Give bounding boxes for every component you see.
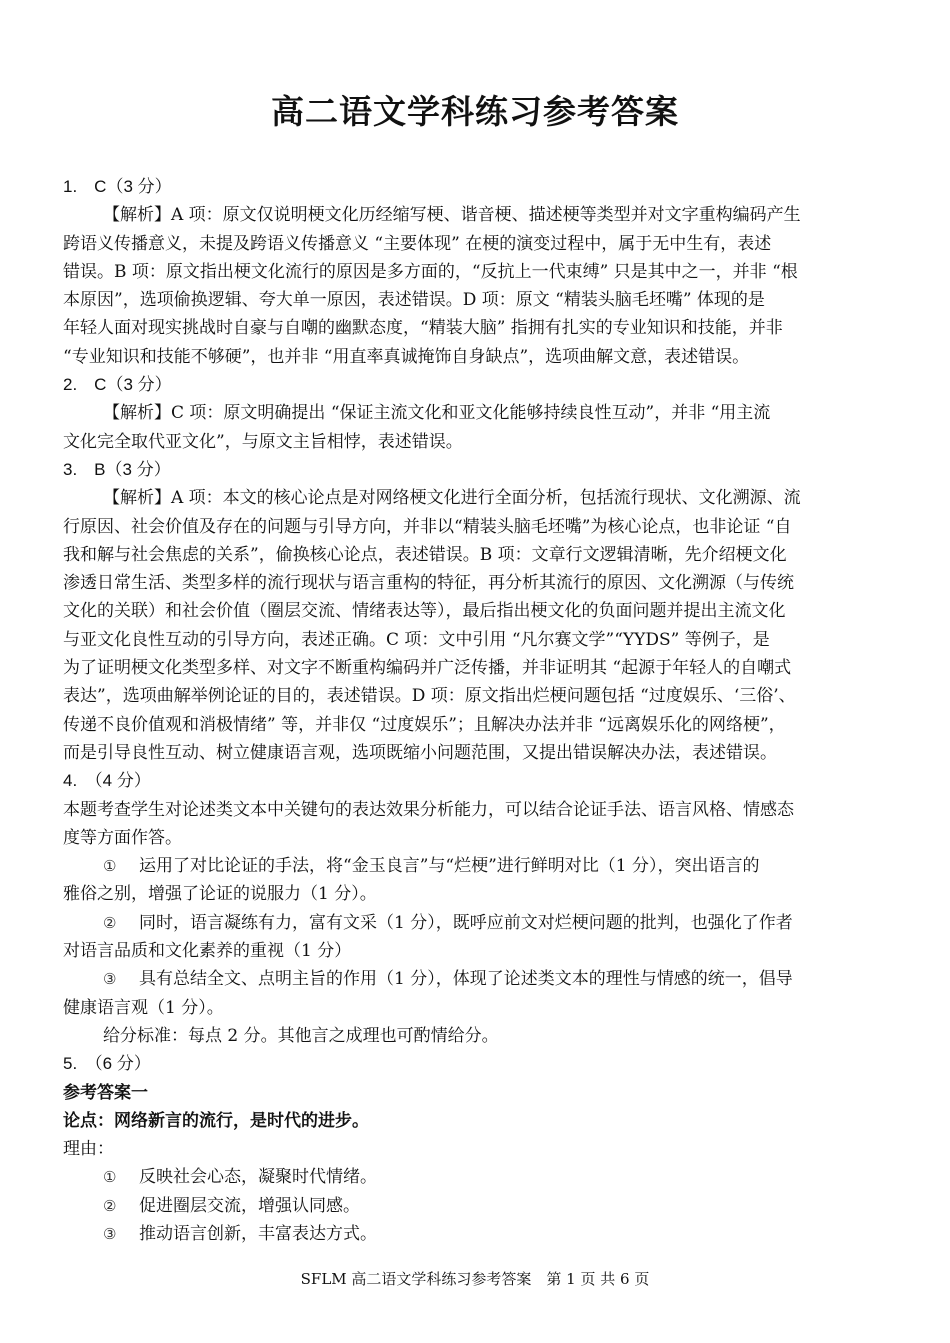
text-line — [63, 597, 889, 625]
text-line — [63, 513, 889, 541]
line-text: 2. C（3 分） — [63, 375, 172, 395]
line-text: 年轻人面对现实挑战时自豪与自嘲的幽默态度，“精装大脑” 指拥有扎实的专业知识和技能，并非 — [63, 318, 783, 339]
text-line — [63, 258, 889, 286]
item-number: ③ — [103, 970, 117, 989]
text-line — [63, 880, 889, 908]
line-text: 【解析】A 项：原文仅说明梗文化历经缩写梗、谐音梗、描述梗等类型并对文字重构编码产生 — [103, 205, 801, 226]
line-text: 1. C（3 分） — [63, 177, 172, 196]
text-line — [63, 1050, 889, 1078]
line-text: 为了证明梗文化类型多样、对文字不断重构编码并广泛传播，并非证明其 “起源于年轻人的自嘲式 — [63, 658, 792, 679]
text-line — [63, 230, 889, 258]
text-line — [63, 399, 889, 427]
item-number: ① — [103, 857, 117, 876]
line-text: 给分标准：每点 2 分。其他言之成理也可酌情给分。 — [103, 1025, 499, 1046]
line-text: 论点：网络新言的流行，是时代的进步。 — [63, 1110, 369, 1131]
text-line — [63, 1079, 889, 1107]
line-text: 4. （4 分） — [63, 771, 151, 791]
line-text: 健康语言观（1 分）。 — [63, 997, 224, 1018]
text-line — [63, 428, 889, 456]
text-line — [63, 173, 889, 201]
item-number: ② — [103, 1196, 117, 1215]
text-line — [63, 1135, 889, 1163]
text-line — [63, 711, 889, 739]
text-line — [63, 201, 889, 229]
line-text: 促进圈层交流，增强认同感。 — [139, 1195, 360, 1216]
line-text: 对语言品质和文化素养的重视（1 分） — [63, 941, 352, 962]
line-text: 参考答案一 — [63, 1082, 148, 1103]
line-text: 与亚文化良性互动的引导方向，表述正确。C 项：文中引用 “凡尔赛文学”“YYDS” 等例子，是 — [63, 629, 770, 650]
line-text: 渗透日常生活、类型多样的流行现状与语言重构的特征，再分析其流行的原因、文化溯源（与传统 — [63, 573, 794, 594]
text-line — [63, 1192, 889, 1220]
item-number: ③ — [103, 1224, 117, 1243]
line-text: 推动语言创新，丰富表达方式。 — [139, 1223, 377, 1244]
line-text: 本题考查学生对论述类文本中关键句的表达效果分析能力，可以结合论证手法、语言风格、情感态 — [63, 799, 794, 820]
text-line — [63, 1107, 889, 1135]
line-text: “专业知识和技能不够硬”，也并非 “用直率真诚掩饰自身缺点”，选项曲解文意，表述错误。 — [63, 346, 750, 367]
text-line — [63, 767, 889, 795]
line-text: 【解析】A 项：本文的核心论点是对网络梗文化进行全面分析，包括流行现状、文化溯源、流 — [103, 488, 801, 509]
line-text: 文化完全取代亚文化”，与原文主旨相悖，表述错误。 — [63, 431, 463, 452]
text-line — [63, 739, 889, 767]
text-line — [63, 343, 889, 371]
text-line — [63, 852, 889, 880]
text-line — [63, 569, 889, 597]
text-line — [63, 456, 889, 484]
line-text: 文化的关联）和社会价值（圈层交流、情绪表达等），最后指出梗文化的负面问题并提出主流文化 — [63, 601, 786, 622]
text-line — [63, 626, 889, 654]
text-line — [63, 909, 889, 937]
line-text: 5. （6 分） — [63, 1054, 151, 1074]
text-line — [63, 484, 889, 512]
text-line — [63, 994, 889, 1022]
text-line — [63, 371, 889, 399]
text-line — [63, 682, 889, 710]
line-text: 同时，语言凝练有力，富有文采（1 分），既呼应前文对烂梗问题的批判，也强化了作者 — [139, 912, 793, 933]
item-number: ① — [103, 1168, 117, 1187]
line-text: 【解析】C 项：原文明确提出 “保证主流文化和亚文化能够持续良性互动”，并非 “用主流 — [103, 403, 771, 424]
line-text: 而是引导良性互动、树立健康语言观，选项既缩小问题范围，又提出错误解决办法，表述错误。 — [63, 742, 777, 763]
line-text: 运用了对比论证的手法，将“金玉良言”与“烂梗”进行鲜明对比（1 分），突出语言的 — [139, 856, 760, 877]
line-text: 表达”，选项曲解举例论证的目的，表述错误。D 项：原文指出烂梗问题包括 “过度娱乐、‘三俗’、 — [63, 686, 796, 707]
text-line — [63, 1163, 889, 1191]
line-text: 行原因、社会价值及存在的问题与引导方向，并非以“精装头脑毛坯嘴”为核心论点，也非论证 “自 — [63, 516, 792, 537]
text-line — [63, 1220, 889, 1248]
text-line — [63, 654, 889, 682]
text-line — [63, 937, 889, 965]
text-line — [63, 824, 889, 852]
line-text: 传递不良价值观和消极情绪” 等，并非仅 “过度娱乐”；且解决办法并非 “远离娱乐化的网络梗”， — [63, 714, 786, 735]
answer-body — [63, 173, 889, 1248]
line-text: 雅俗之别，增强了论证的说服力（1 分）。 — [63, 884, 377, 905]
line-text: 具有总结全文、点明主旨的作用（1 分），体现了论述类文本的理性与情感的统一，倡导 — [139, 969, 793, 990]
line-text: 错误。B 项：原文指出梗文化流行的原因是多方面的，“反抗上一代束缚” 只是其中之一，并非 “根 — [63, 261, 798, 282]
line-text: 度等方面作答。 — [63, 827, 182, 848]
text-line — [63, 541, 889, 569]
page-title: 高二语文学科练习参考答案 — [271, 92, 679, 131]
item-number: ② — [103, 913, 117, 932]
line-text: 本原因”，选项偷换逻辑、夸大单一原因，表述错误。D 项：原文 “精装头脑毛坯嘴” 体现的是 — [63, 290, 765, 311]
page-footer: SFLM 高二语文学科练习参考答案 第 1 页 共 6 页 — [300, 1270, 650, 1288]
text-line — [63, 965, 889, 993]
text-line — [63, 1022, 889, 1050]
text-line — [63, 796, 889, 824]
line-text: 反映社会心态，凝聚时代情绪。 — [139, 1167, 377, 1188]
line-text: 3. B（3 分） — [63, 459, 171, 479]
text-line — [63, 286, 889, 314]
line-text: 我和解与社会焦虑的关系”，偷换核心论点，表述错误。B 项：文章行文逻辑清晰，先介绍梗文化 — [63, 544, 787, 565]
text-line — [63, 314, 889, 342]
line-text: 跨语义传播意义，未提及跨语义传播意义 “主要体现” 在梗的演变过程中，属于无中生有，表述 — [63, 233, 772, 254]
line-text: 理由： — [63, 1139, 114, 1160]
